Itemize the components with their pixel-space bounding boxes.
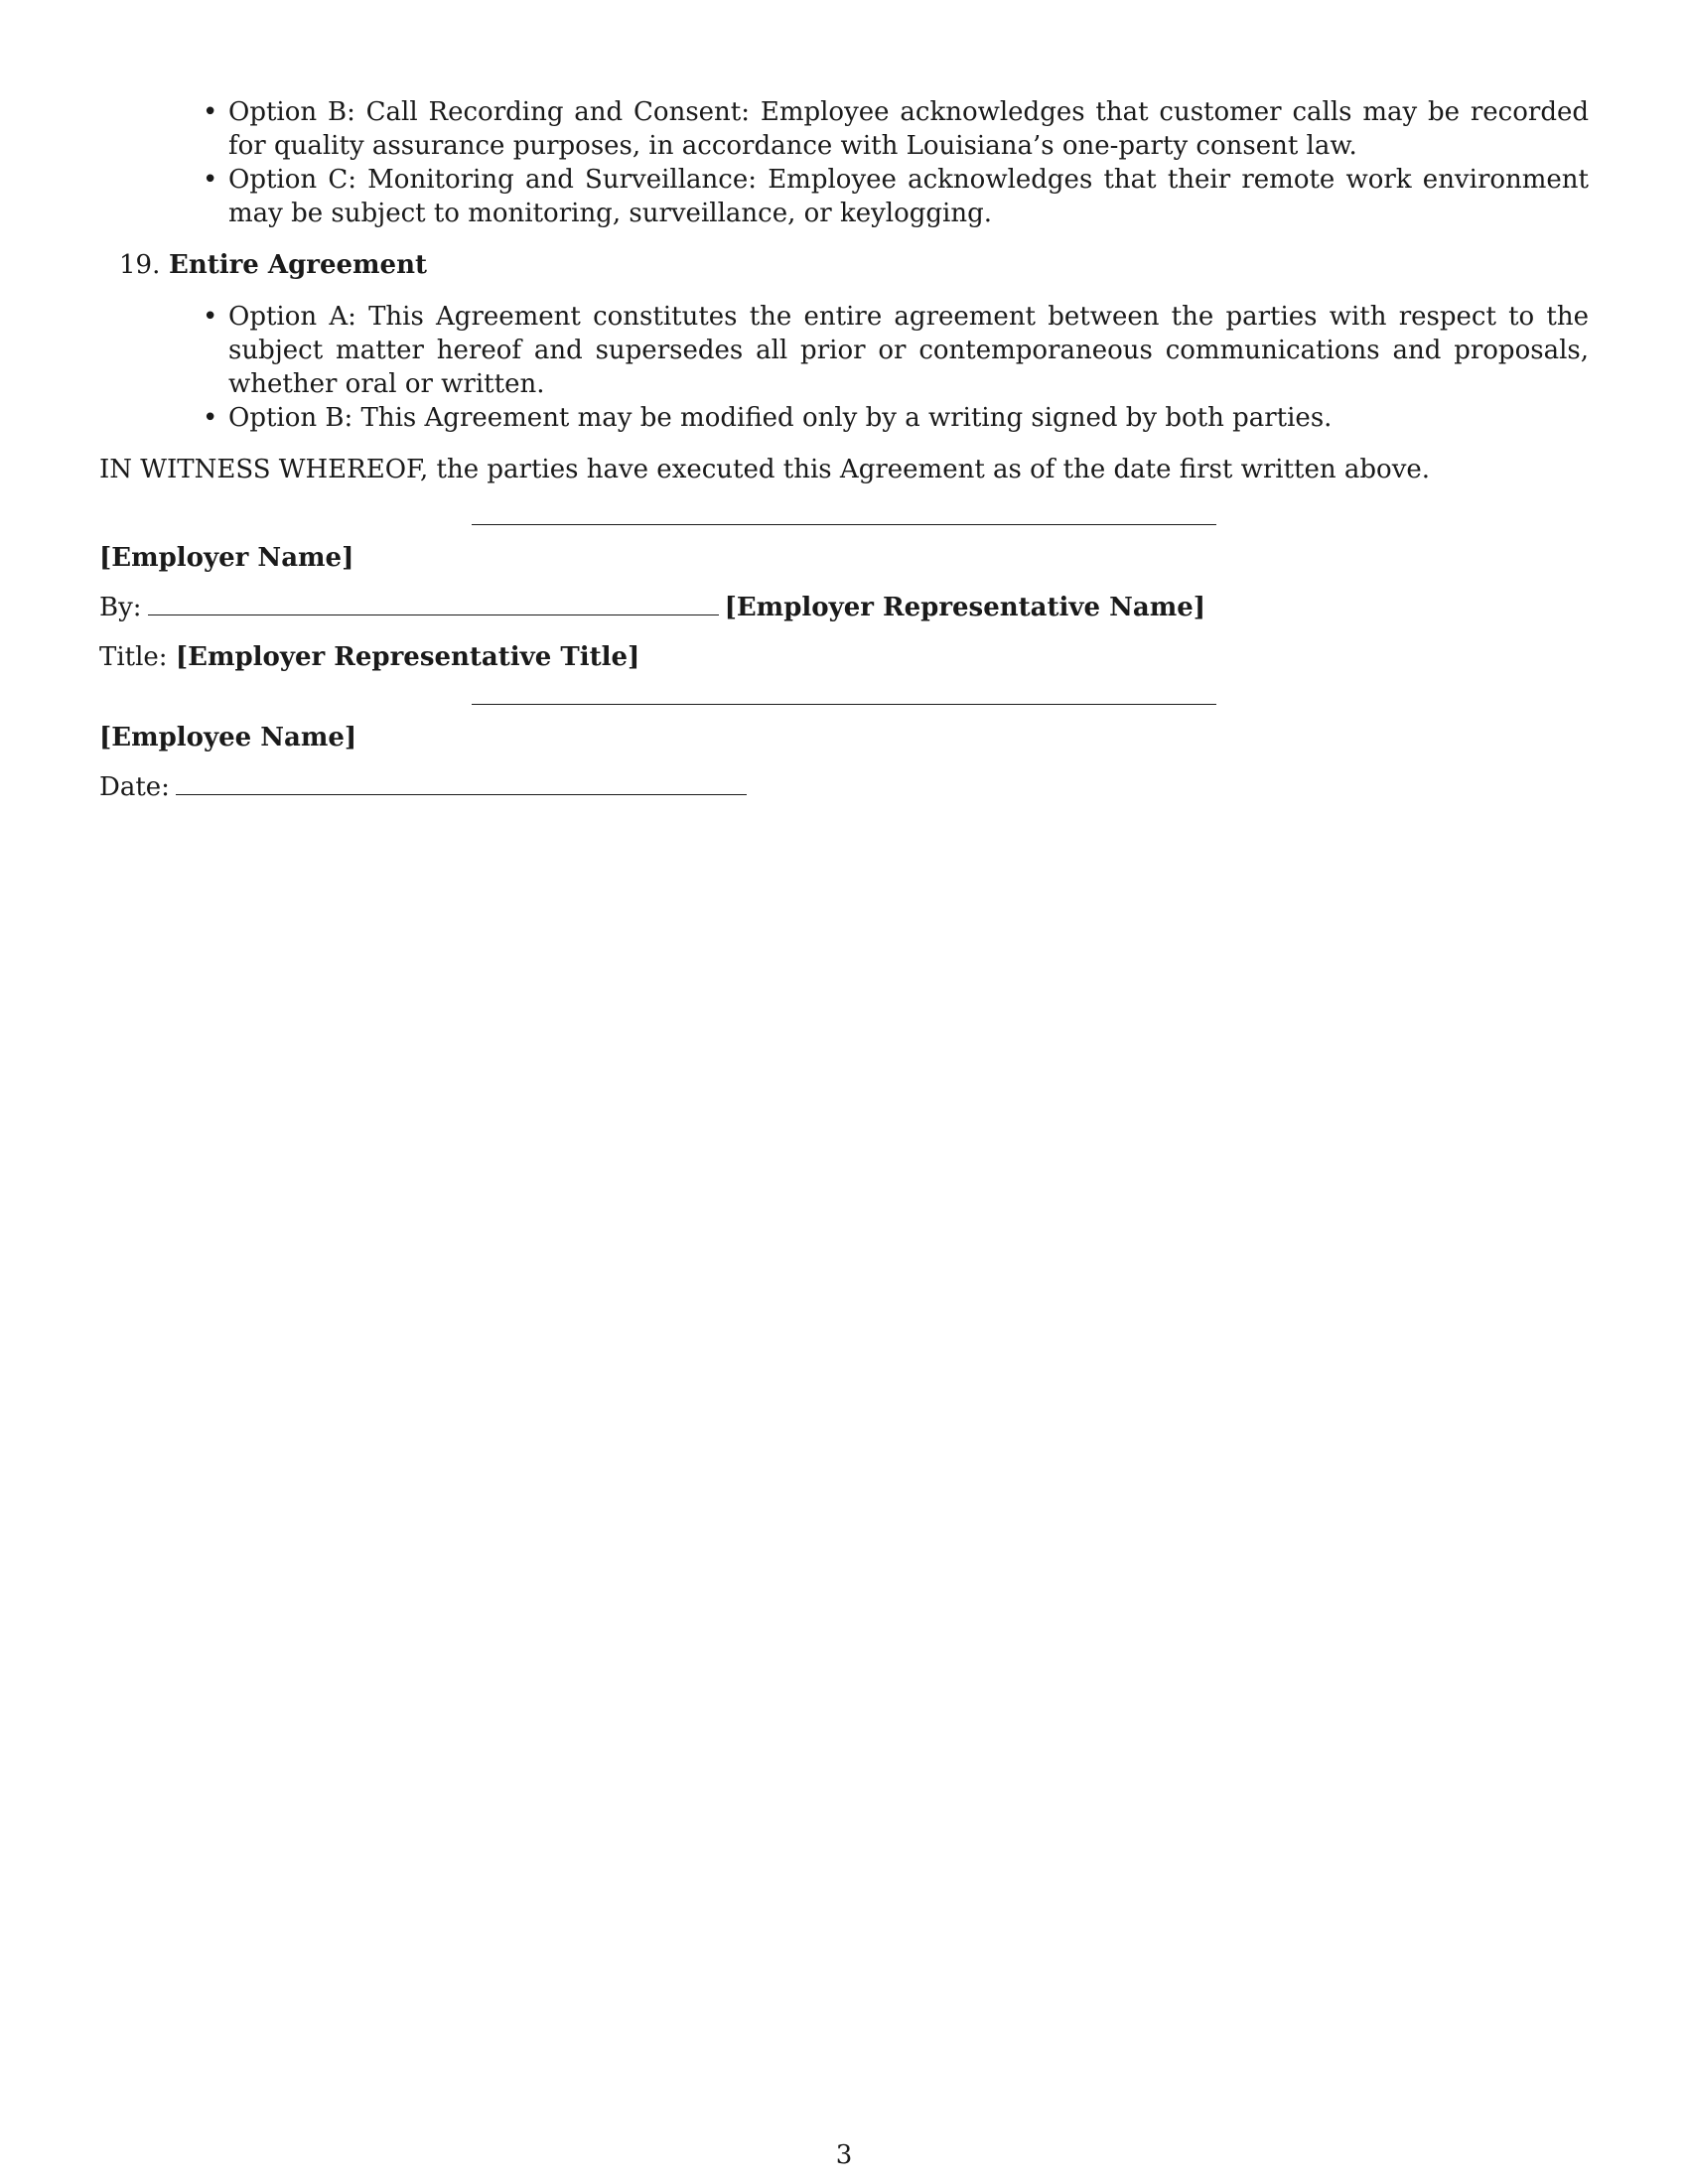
bullet-marker: • — [203, 165, 218, 195]
bullet-list-section — [99, 300, 1589, 435]
bullet-item — [203, 163, 1589, 230]
employer-representative-title: [Employer Representative Title] — [175, 642, 640, 672]
employee-signature-line — [472, 704, 1216, 705]
bullet-text: Option A: This Agreement constitutes the entire agreement between the parties with respect to the subject matter hereof and supersedes all prior or contemporaneous communications and proposals, whether oral or written. — [228, 302, 1589, 399]
bullet-marker: • — [203, 97, 218, 127]
section-number: 19. — [119, 250, 161, 280]
bullet-item — [203, 300, 1589, 401]
by-label: By: — [99, 593, 142, 622]
employer-representative-name: [Employer Representative Name] — [724, 593, 1206, 622]
title-label: Title: — [99, 642, 168, 672]
bullet-text: Option B: This Agreement may be modified only by a writing signed by both parties. — [228, 403, 1333, 433]
bullet-item — [203, 95, 1589, 163]
employer-by-row — [99, 591, 1589, 624]
employer-title-row — [99, 640, 1589, 674]
bullet-text: Option B: Call Recording and Consent: Employee acknowledges that customer calls may be recorded for quality assurance purposes, in accordance with Louisiana’s one-party consent law. — [228, 97, 1589, 161]
bullet-list-top — [99, 95, 1589, 230]
by-signature-field — [148, 614, 719, 615]
employer-name: [Employer Name] — [99, 543, 354, 573]
employer-signature-line — [472, 524, 1216, 525]
witness-clause: IN WITNESS WHEREOF, the parties have executed this Agreement as of the date first written above. — [99, 455, 1431, 484]
document-body — [99, 95, 1589, 804]
bullet-marker: • — [203, 403, 218, 433]
employee-date-row — [99, 770, 1589, 804]
bullet-item — [203, 401, 1589, 435]
page-number: 3 — [835, 2140, 853, 2170]
section-heading — [119, 248, 1589, 282]
section-title: Entire Agreement — [169, 250, 427, 280]
bullet-text: Option C: Monitoring and Surveillance: Employee acknowledges that their remote work environment may be subject to monitoring, surveillance, or keylogging. — [228, 165, 1589, 228]
bullet-marker: • — [203, 302, 218, 332]
date-field — [176, 794, 747, 795]
employee-name: [Employee Name] — [99, 723, 357, 752]
date-label: Date: — [99, 772, 170, 802]
